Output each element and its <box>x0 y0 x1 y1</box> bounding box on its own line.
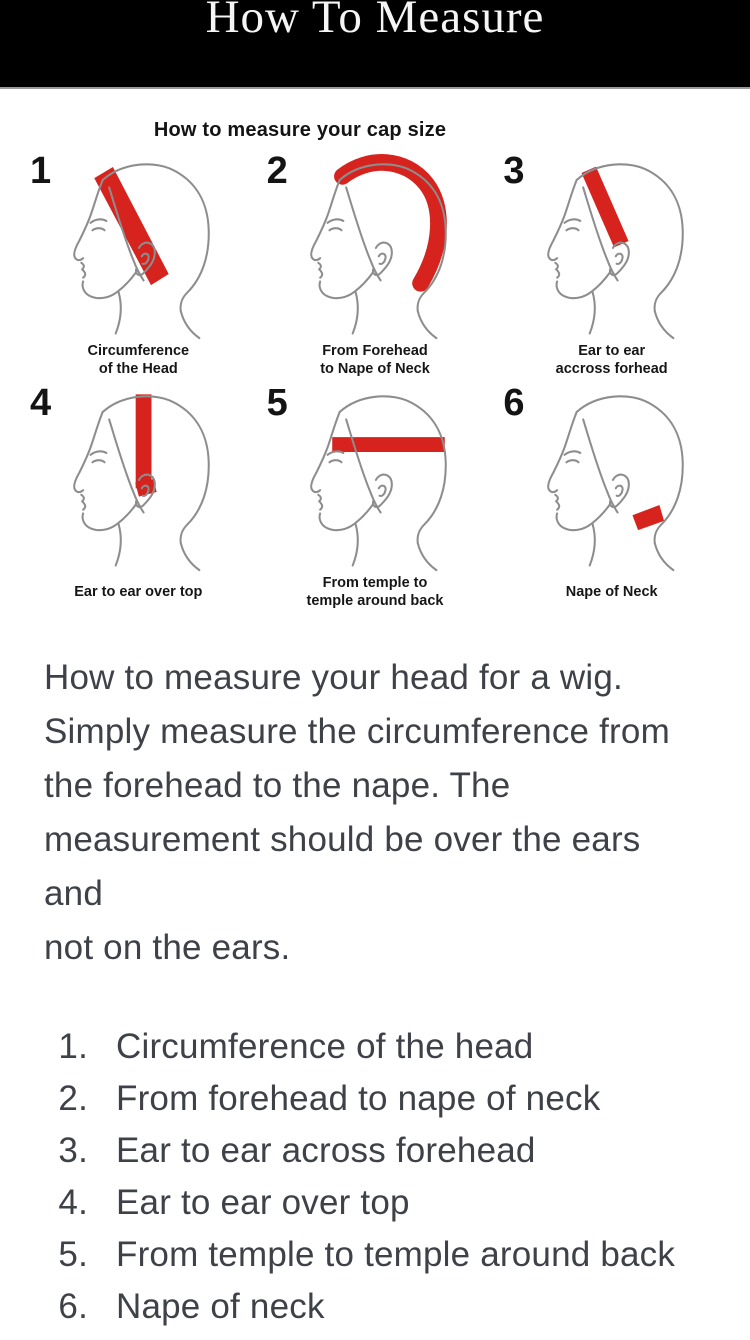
list-item-text: Nape of neck <box>116 1286 325 1326</box>
list-item <box>44 1125 706 1177</box>
list-item <box>44 1073 706 1125</box>
figure-label: Ear to ear over top <box>74 584 203 601</box>
figure-label: From temple to temple around back <box>306 575 444 610</box>
list-item-number: 6. <box>58 1286 88 1326</box>
paragraph-line: the forehead to the nape. The <box>44 765 511 805</box>
figure-nape-of-neck <box>493 382 730 610</box>
head-illustration <box>276 386 474 572</box>
figure-label: Ear to ear accross forhead <box>555 343 668 378</box>
paragraph-line: Simply measure the circumference from <box>44 711 670 751</box>
measurement-list <box>44 1021 706 1333</box>
head-illustration <box>276 154 474 340</box>
paragraph-line: not on the ears. <box>44 927 291 967</box>
paragraph-line: How to measure your head for a wig. <box>44 657 623 697</box>
list-item-text: Ear to ear over top <box>116 1182 410 1222</box>
list-item-text: Ear to ear across forehead <box>116 1130 536 1170</box>
figure-number: 4 <box>30 382 52 425</box>
figure-grid <box>20 150 730 611</box>
list-item-text: From forehead to nape of neck <box>116 1078 601 1118</box>
head-illustration <box>513 154 711 340</box>
figure-number: 1 <box>30 150 52 192</box>
measure-band <box>588 170 621 244</box>
measure-band <box>95 167 169 285</box>
head-illustration <box>513 386 711 572</box>
figure-label: Circumference of the Head <box>87 343 190 378</box>
head-illustration <box>39 386 237 572</box>
intro-paragraph <box>44 651 706 975</box>
figure-temple-around-back <box>257 382 494 610</box>
figure-number: 5 <box>266 382 288 425</box>
list-item-number: 5. <box>58 1234 88 1274</box>
list-item-number: 1. <box>58 1026 88 1066</box>
list-item-text: Circumference of the head <box>116 1026 534 1066</box>
measure-diagram <box>0 89 750 611</box>
list-item <box>44 1281 706 1333</box>
figure-forehead-to-nape <box>257 150 494 378</box>
list-item-number: 4. <box>58 1182 88 1222</box>
figure-number: 2 <box>266 150 288 192</box>
list-item <box>44 1177 706 1229</box>
figure-ear-to-ear-over-top <box>20 382 257 610</box>
figure-label: Nape of Neck <box>565 584 658 601</box>
figure-number: 6 <box>503 382 525 425</box>
figure-ear-to-ear-forehead <box>493 150 730 378</box>
list-item <box>44 1229 706 1281</box>
figure-number: 3 <box>503 150 525 192</box>
list-item-text: From temple to temple around back <box>116 1234 676 1274</box>
head-illustration <box>39 154 237 340</box>
figure-label: From Forehead to Nape of Neck <box>320 343 430 378</box>
figure-circumference <box>20 150 257 378</box>
page-title: How To Measure <box>205 0 545 43</box>
text-content <box>0 651 750 1333</box>
diagram-title: How to measure your cap size <box>153 119 447 141</box>
list-item <box>44 1021 706 1073</box>
header-bar <box>0 0 750 89</box>
paragraph-line: measurement should be over the ears and <box>44 819 641 913</box>
list-item-number: 2. <box>58 1078 88 1118</box>
list-item-number: 3. <box>58 1130 88 1170</box>
